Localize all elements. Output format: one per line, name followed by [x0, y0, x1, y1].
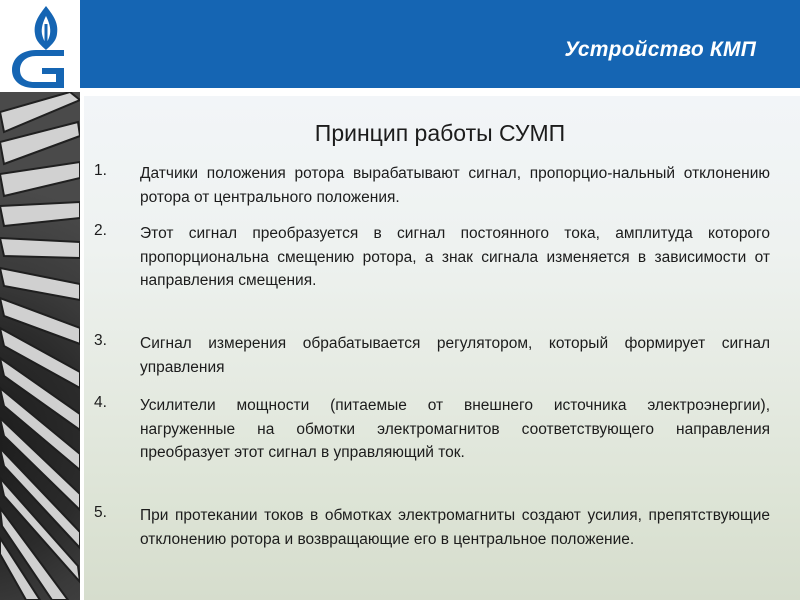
header-band	[80, 0, 800, 88]
logo	[0, 0, 80, 88]
list-item-text: Этот сигнал преобразуется в сигнал постоянного тока, амплитуда которого пропорциональна смещению ротора, а знак сигнала изменяется в зависимости от направления смещения.	[140, 225, 770, 289]
turbine-image	[0, 92, 80, 600]
list-item-number: 3.	[94, 332, 107, 349]
list-item-text: Усилители мощности (питаемые от внешнего источника электроэнергии), нагруженные на обмотки электромагнитов соответствующего направления преобразует этот сигнал в управляющий ток.	[140, 397, 770, 461]
header-bar	[0, 0, 800, 88]
panel-edge	[80, 96, 84, 600]
list-item-number: 5.	[94, 504, 107, 521]
list-item-number: 4.	[94, 394, 107, 411]
list-item-text: Датчики положения ротора вырабатывают сигнал, пропорцио-нальный отклонению ротора от центрального положения.	[140, 165, 770, 206]
slide-subtitle: Принцип работы СУМП	[314, 120, 566, 146]
list-item-text: При протекании токов в обмотках электромагниты создают усилия, препятствующие отклонению ротора и возвращающие его в центральное положение.	[140, 507, 770, 548]
list-item-number: 2.	[94, 222, 107, 239]
list-item-number: 1.	[94, 162, 107, 179]
gazprom-logo-icon	[0, 0, 80, 88]
list-item-text: Сигнал измерения обрабатывается регулятором, который формирует сигнал управления	[140, 335, 770, 376]
header-divider	[0, 88, 800, 92]
page-title: Устройство КМП	[564, 38, 756, 61]
content-panel	[80, 96, 800, 600]
